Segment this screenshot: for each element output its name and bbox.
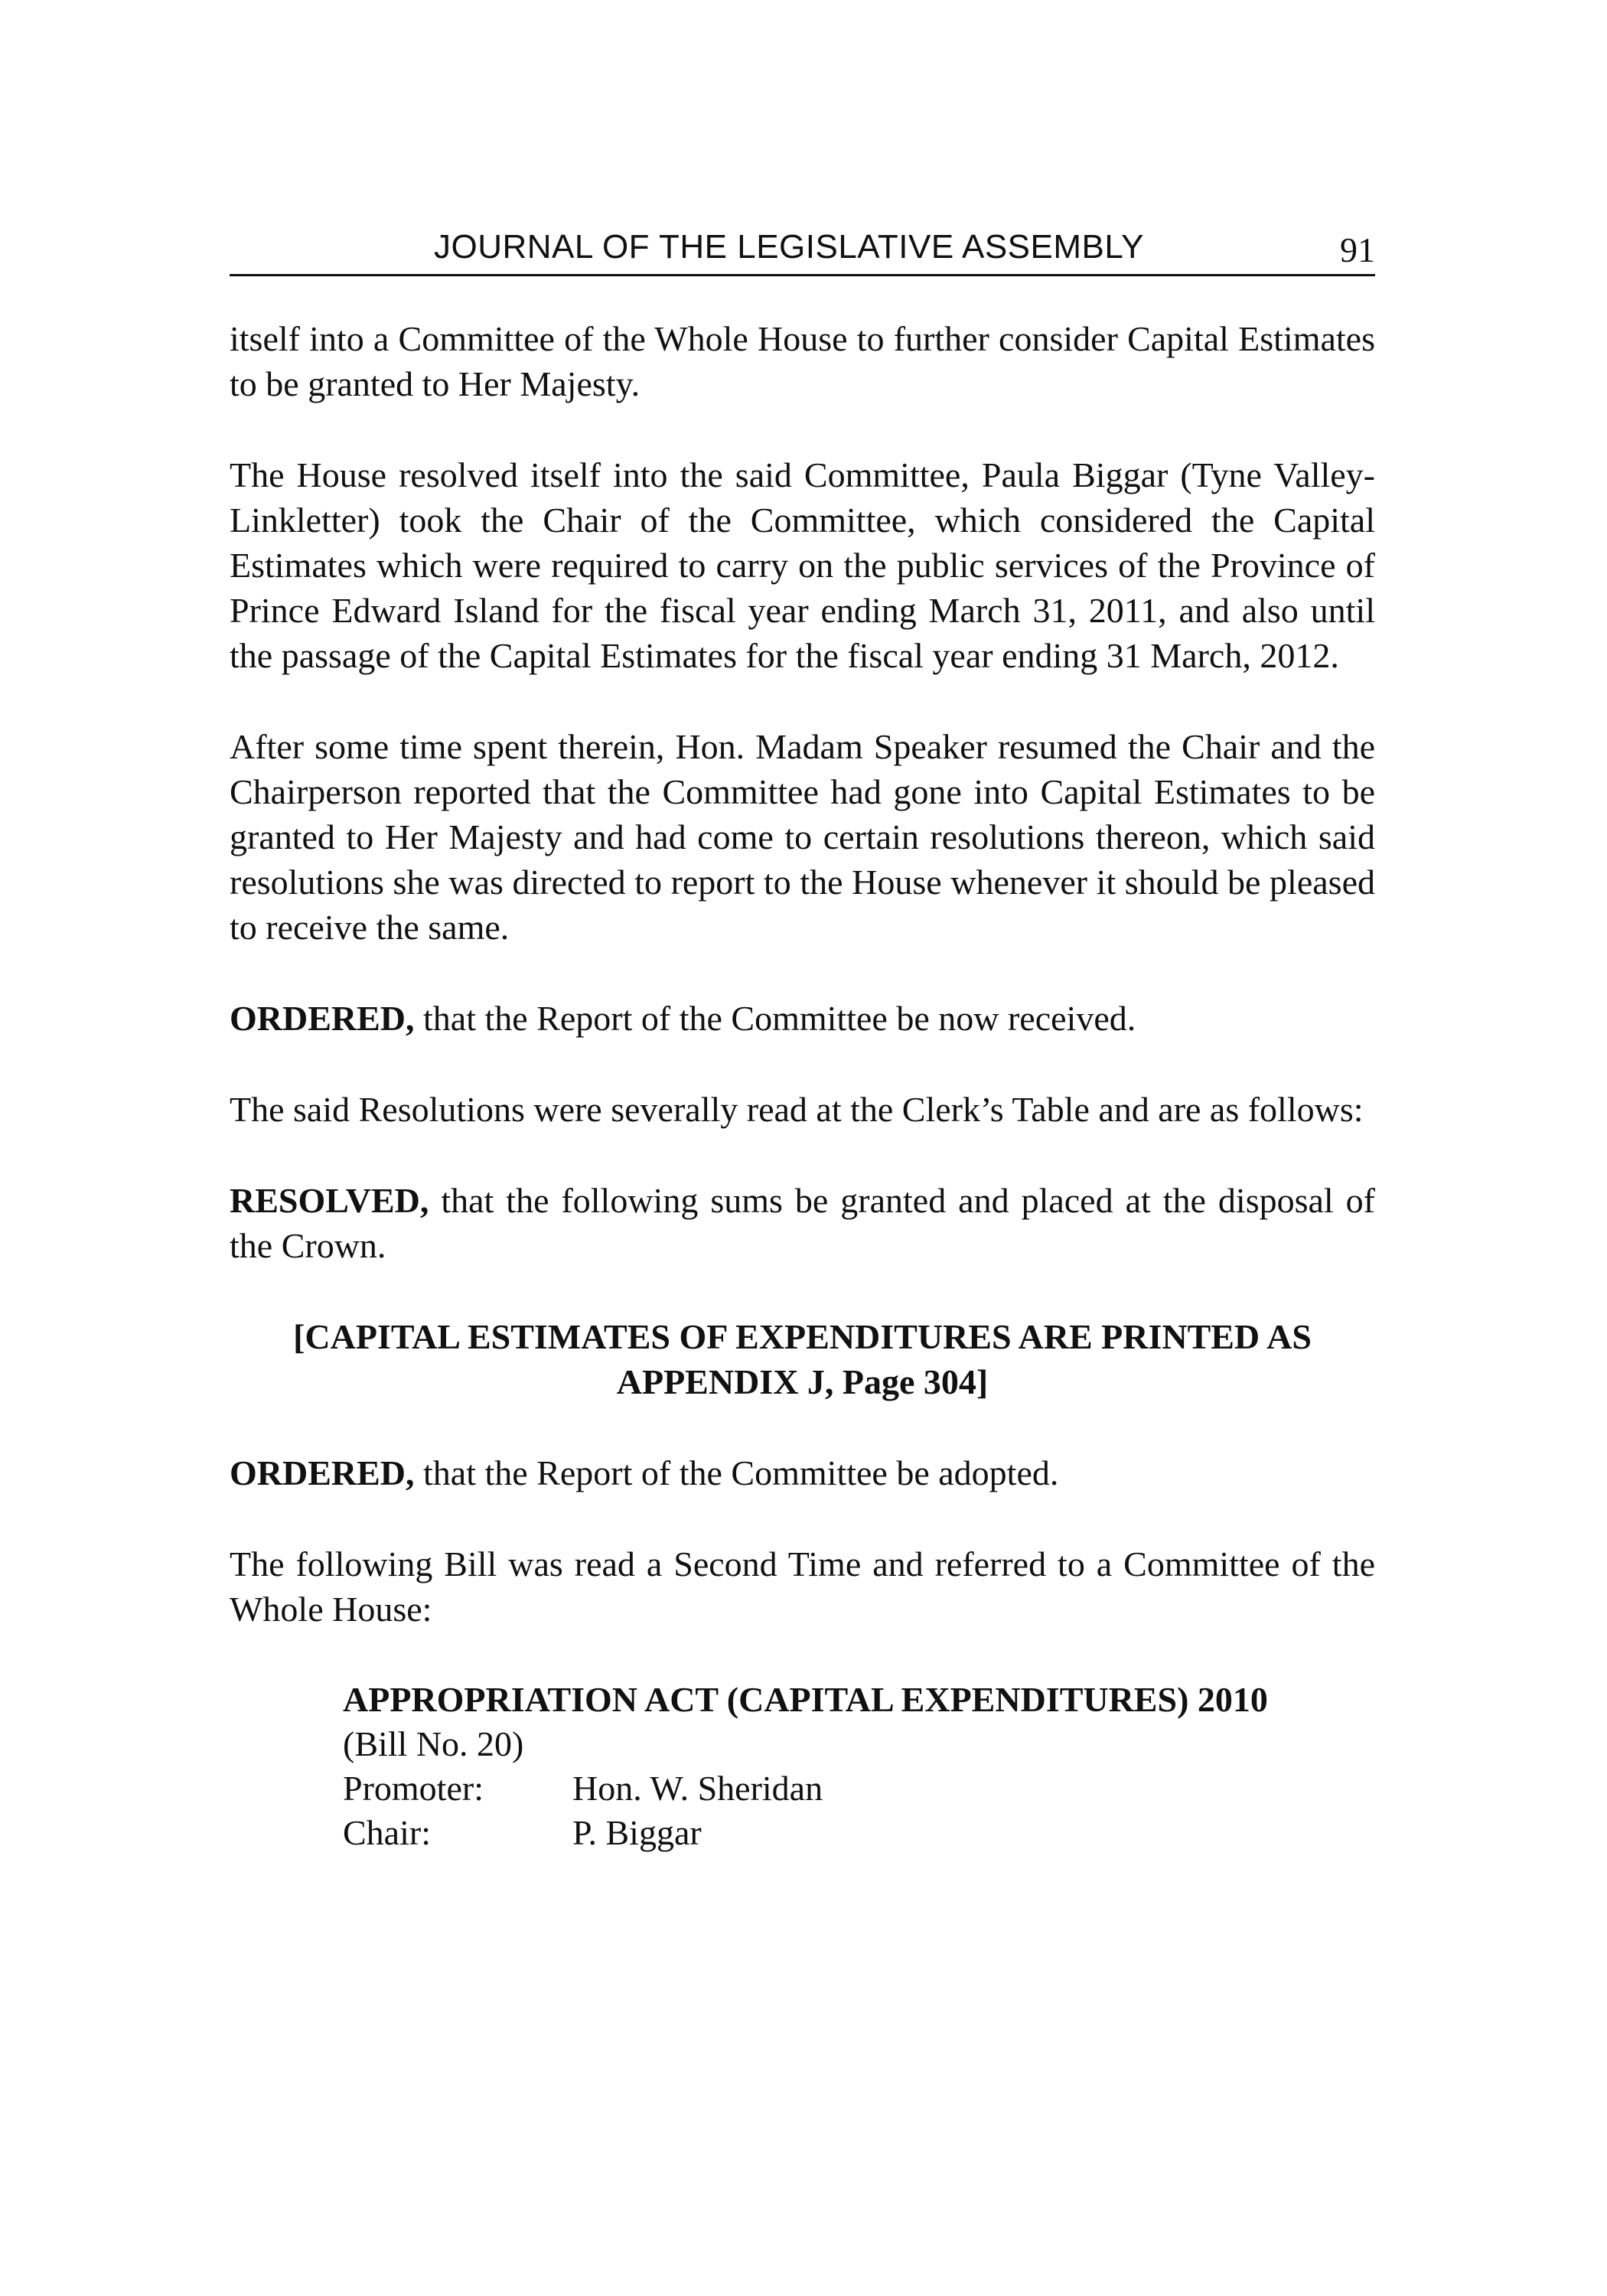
- resolved-text: that the following sums be granted and placed at the disposal of the Crown.: [230, 1181, 1375, 1265]
- paragraph-bill-second-reading: The following Bill was read a Second Time and referred to a Committee of the Whole House:: [230, 1544, 1375, 1629]
- chair-value: P. Biggar: [572, 1813, 702, 1852]
- ordered-report-adopted: [230, 1450, 1375, 1495]
- paragraph-committee-chair: The House resolved itself into the said Committee, Paula Biggar (Tyne Valley-Linkletter) took the Chair of the Committee, which considered the Capital Estimates which were required to carry on the public services of the Province of Prince Edward Island for the fiscal year ending March 31, 2011, and also until the passage of the Capital Estimates for the fiscal year ending 31 March, 2012.: [230, 455, 1375, 675]
- chair-label: Chair:: [343, 1813, 431, 1852]
- bill-title: APPROPRIATION ACT (CAPITAL EXPENDITURES) 2010: [343, 1680, 1268, 1719]
- appendix-notice-line-2: APPENDIX J, Page 304]: [616, 1362, 989, 1401]
- paragraph-speaker-resumed: After some time spent therein, Hon. Madam Speaker resumed the Chair and the Chairperson reported that the Committee had gone into Capital Estimates to be granted to Her Majesty and had come to certain resolutions thereon, which said resolutions she was directed to report to the House whenever it should be pleased to receive the same.: [230, 727, 1375, 947]
- journal-body: [230, 316, 1375, 1855]
- bill-number: (Bill No. 20): [343, 1724, 524, 1763]
- promoter-value: Hon. W. Sheridan: [572, 1769, 823, 1808]
- bill-promoter-row: [343, 1766, 1375, 1811]
- bill-chair-row: [343, 1811, 1375, 1855]
- paragraph-committee-continuation: itself into a Committee of the Whole House to further consider Capital Estimates to be granted to Her Majesty.: [230, 319, 1375, 403]
- resolved-paragraph: [230, 1178, 1375, 1268]
- ordered-text: that the Report of the Committee be adopted.: [414, 1453, 1059, 1492]
- journal-title: JOURNAL OF THE LEGISLATIVE ASSEMBLY: [434, 228, 1144, 266]
- ordered-lead: ORDERED,: [230, 999, 415, 1038]
- appendix-notice: [230, 1314, 1375, 1404]
- bill-entry: [343, 1678, 1375, 1855]
- appendix-notice-line-1: [CAPITAL ESTIMATES OF EXPENDITURES ARE PRINTED AS: [293, 1317, 1312, 1356]
- resolved-lead: RESOLVED,: [230, 1181, 429, 1220]
- paragraph-resolutions-read: The said Resolutions were severally read at the Clerk’s Table and are as follows:: [230, 1090, 1364, 1129]
- promoter-label: Promoter:: [343, 1769, 484, 1808]
- ordered-lead: ORDERED,: [230, 1453, 415, 1492]
- ordered-text: that the Report of the Committee be now received.: [414, 999, 1136, 1038]
- ordered-report-received: [230, 996, 1375, 1041]
- page-number: 91: [1340, 230, 1375, 269]
- running-header: [230, 227, 1375, 276]
